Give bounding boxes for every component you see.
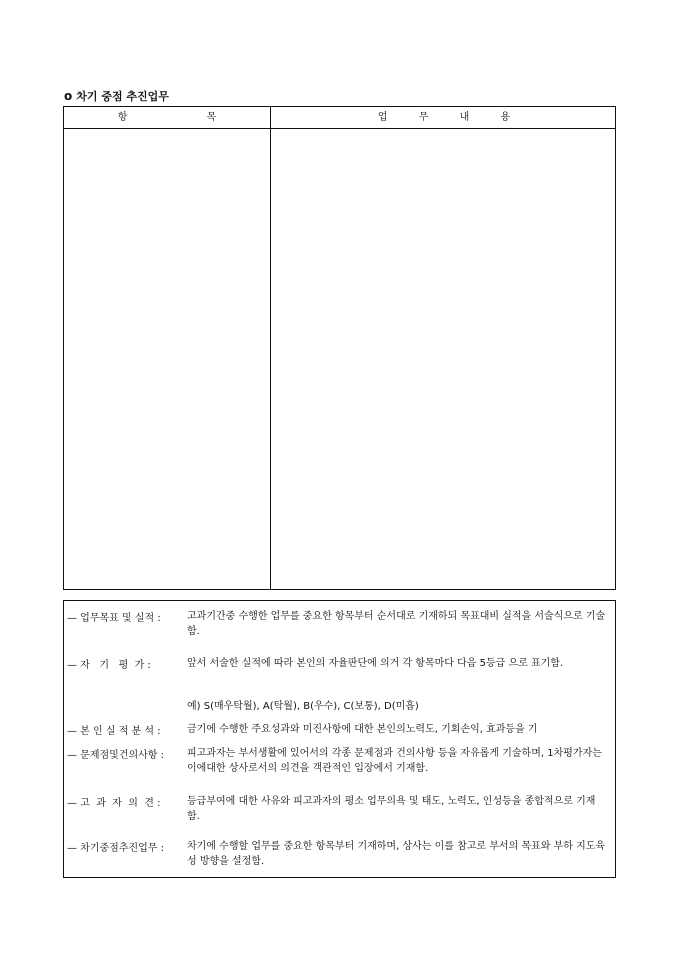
note-label: — 고 과 자 의 견 : xyxy=(67,798,161,809)
note-label: — 차기중점추진업무 : xyxy=(67,843,165,854)
content-cell[interactable] xyxy=(271,129,615,589)
table-header-row xyxy=(64,107,615,129)
note-text: 차기에 수행할 업무를 중요한 항목부터 기재하며, 상사는 이를 참고로 부서의 목표와 부하 지도육성 방향을 설정함. xyxy=(187,841,606,867)
note-label: — 자 기 평 가 : xyxy=(67,660,151,671)
note-text: 피고과자는 부서생활에 있어서의 각종 문제점과 건의사항 등을 자유롭게 기술하며, 1차평가자는 이에대한 상사로서의 의견을 객관적인 입장에서 기재함. xyxy=(187,748,602,774)
instructions-box xyxy=(63,600,616,878)
note-text: 예) S(매우탁월), A(탁월), B(우수), C(보통), D(미흡) xyxy=(187,701,419,712)
note-label: — 본 인 실 적 분 석 : xyxy=(67,726,161,737)
note-label: — 업무목표 및 실적 : xyxy=(67,613,161,624)
note-label: — 문제점및건의사항 : xyxy=(67,750,165,761)
column-header-content: 업 무 내 용 xyxy=(377,112,525,123)
section-title-text: 차기 중점 추진업무 xyxy=(76,90,169,103)
item-cell[interactable] xyxy=(64,129,270,589)
section-title xyxy=(64,88,169,104)
note-text: 고과기간중 수행한 업무를 중요한 항목부터 순서대로 기재하되 목표대비 실적을 서술식으로 기술함. xyxy=(187,611,606,637)
column-header-item: 항 목 xyxy=(117,112,255,123)
note-text: 앞서 서술한 실적에 따라 본인의 자율판단에 의거 각 항목마다 다음 5등급 으로 표기함. xyxy=(187,658,564,669)
bullet-marker: o xyxy=(64,89,73,103)
priority-task-table xyxy=(63,106,616,590)
note-text: 금기에 수행한 주요성과와 미진사항에 대한 본인의노력도, 기회손익, 효과등을 기 xyxy=(187,724,538,735)
note-text: 등급부여에 대한 사유와 피고과자의 평소 업무의욕 및 태도, 노력도, 인성등을 종합적으로 기재함. xyxy=(187,796,596,822)
